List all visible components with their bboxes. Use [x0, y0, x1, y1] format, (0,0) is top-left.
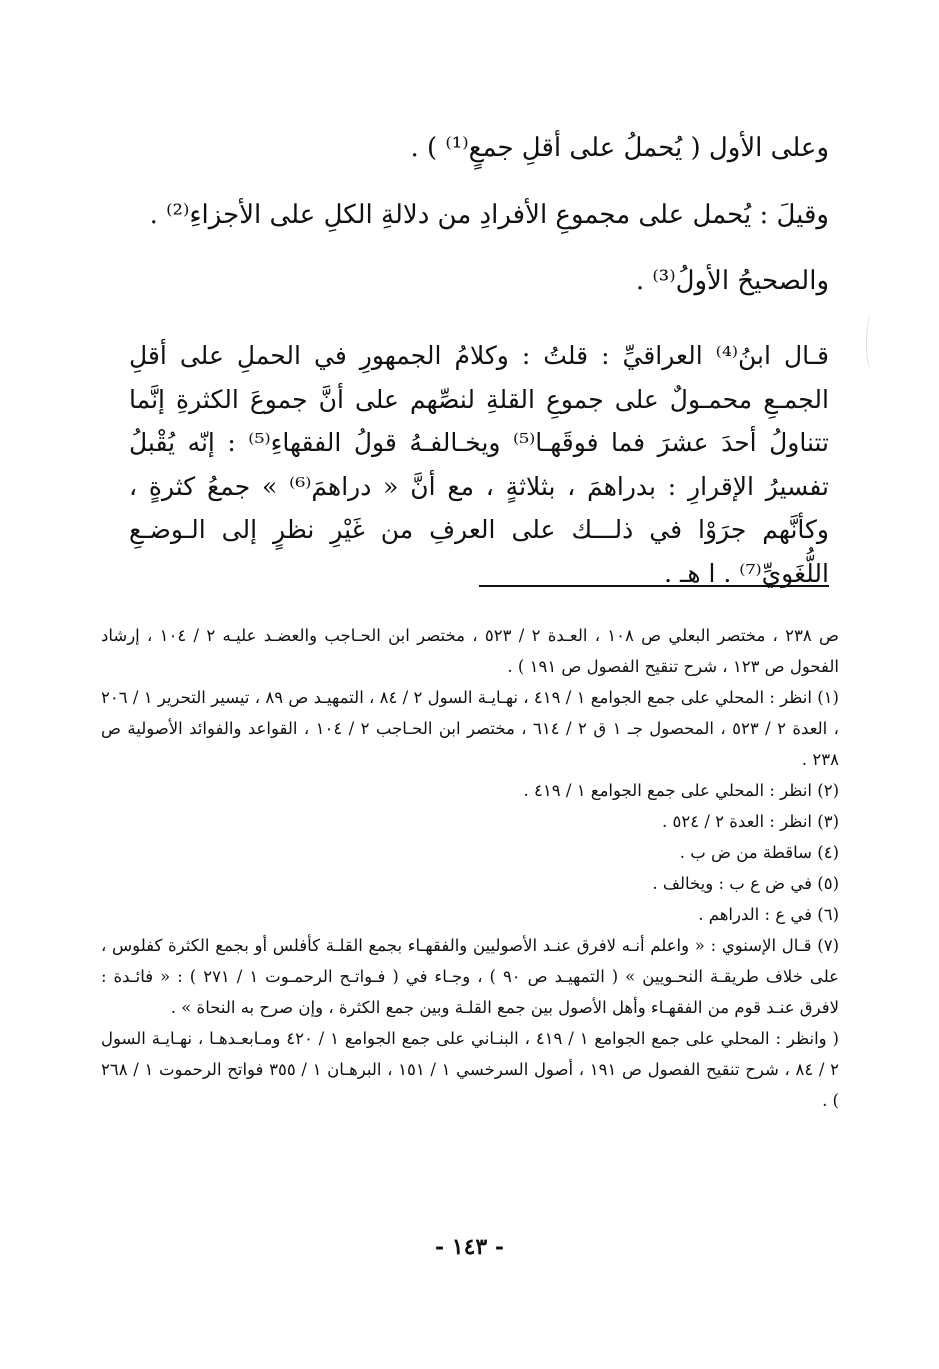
- footnotes: [101, 620, 839, 1116]
- main-text-line-1: وعلى الأول ( يُحملُ على أقلِ جمعٍ⁽¹⁾ ) .: [410, 133, 829, 163]
- footnote-6: (٦) في ع : الدراهم .: [698, 905, 839, 924]
- footnote-2: (٢) انظر : المحلي على جمع الجوامع ١ / ٤١٩ .: [523, 781, 839, 800]
- footnote-separator: [479, 585, 829, 587]
- footnote-7-references: ( وانظر : المحلي على جمع الجوامع ١ / ٤١٩ ، البنـاني على جمع الجوامع ١ / ٤٢٠ ومـابعـدهـا ، نهـايـة السول ٢ / ٨٤ ، شرح تنقيح الفصول ص ١٩١ ، أصول السرخسي ١ / ١٥١ ، البرهـان ١ / ٣٥٥ فواتح الرحموت ١ / ٢٦٨ ) .: [101, 1029, 839, 1110]
- footnote-4: (٤) ساقطة من ض ب .: [679, 843, 839, 862]
- main-paragraph: قـال ابنُ⁽⁴⁾ العراقيِّ : قلتُ : وكلامُ الجمهورِ في الحملِ على أقلِ الجمـعِ محمـولٌ على جموعِ القلةِ لنصِّهم على أنَّ جموعَ الكثرةِ إنَّما تتناولُ أحدَ عشرَ فما فوقَهـا⁽⁵⁾ ويخـالفـهُ قولُ الفقهاءِ⁽⁵⁾ : إنّه يُقْبلُ تفسيرُ الإقرارِ : بدراهمَ ، بثلاثةٍ ، مع أنَّ « دراهمَ⁽⁶⁾ » جمعُ كثرةٍ ، وكأنَّهم جرَوْا في ذلـــك على العرفِ من غَيْرِ نظرٍ إلى الـوضـعِ اللُّغَويِّ⁽⁷⁾ . ا هـ .: [129, 341, 830, 588]
- margin-pencil-mark: [866, 315, 877, 370]
- footnote-carryover: ص ٢٣٨ ، مختصر البعلي ص ١٠٨ ، العـدة ٢ / ٥٢٣ ، مختصر ابن الحـاجب والعضـد عليـه ٢ / ١٠٤ ، إرشاد الفحول ص ١٢٣ ، شرح تنقيح الفصول ص ١٩١ ) .: [101, 626, 839, 676]
- footnote-3: (٣) انظر : العدة ٢ / ٥٢٤ .: [661, 812, 839, 831]
- footnote-7: (٧) قـال الإسنوي : « واعلم أنـه لافرق عنـد الأصوليين والفقهـاء بجمع القلـة كأفلس أو بجمع الكثرة كفلوس ، على خلاف طريقـة النحـويين » ( التمهيـد ص ٩٠ ) ، وجـاء في ( فـواتـح الرحمـوت ١ / ٢٧١ ) : « فائـدة : لافرق عنـد قوم من الفقهـاء وأهل الأصول بين جمع القلـة وبين جمع الكثرة ، وإن صرح به النحاة » .: [101, 936, 839, 1017]
- main-text-line-3: والصحيحُ الأولُ⁽³⁾ .: [635, 266, 829, 296]
- footnote-1: (١) انظر : المحلي على جمع الجوامع ١ / ٤١٩ ، نهـايـة السول ٢ / ٨٤ ، التمهيـد ص ٨٩ ، تيسير التحرير ١ / ٢٠٦ ، العدة ٢ / ٥٢٣ ، المحصول جـ ١ ق ٢ / ٦١٤ ، مختصر ابن الحـاجب ٢ / ١٠٤ ، القواعد والفوائد الأصولية ص ٢٣٨ .: [101, 688, 840, 769]
- page-number: - ١٤٣ -: [434, 1234, 505, 1260]
- footnote-5: (٥) في ض ع ب : ويخالف .: [652, 874, 839, 893]
- main-text-line-2: وقيلَ : يُحمل على مجموعِ الأفرادِ من دلالةِ الكلِ على الأجزاءِ⁽²⁾ .: [149, 200, 829, 230]
